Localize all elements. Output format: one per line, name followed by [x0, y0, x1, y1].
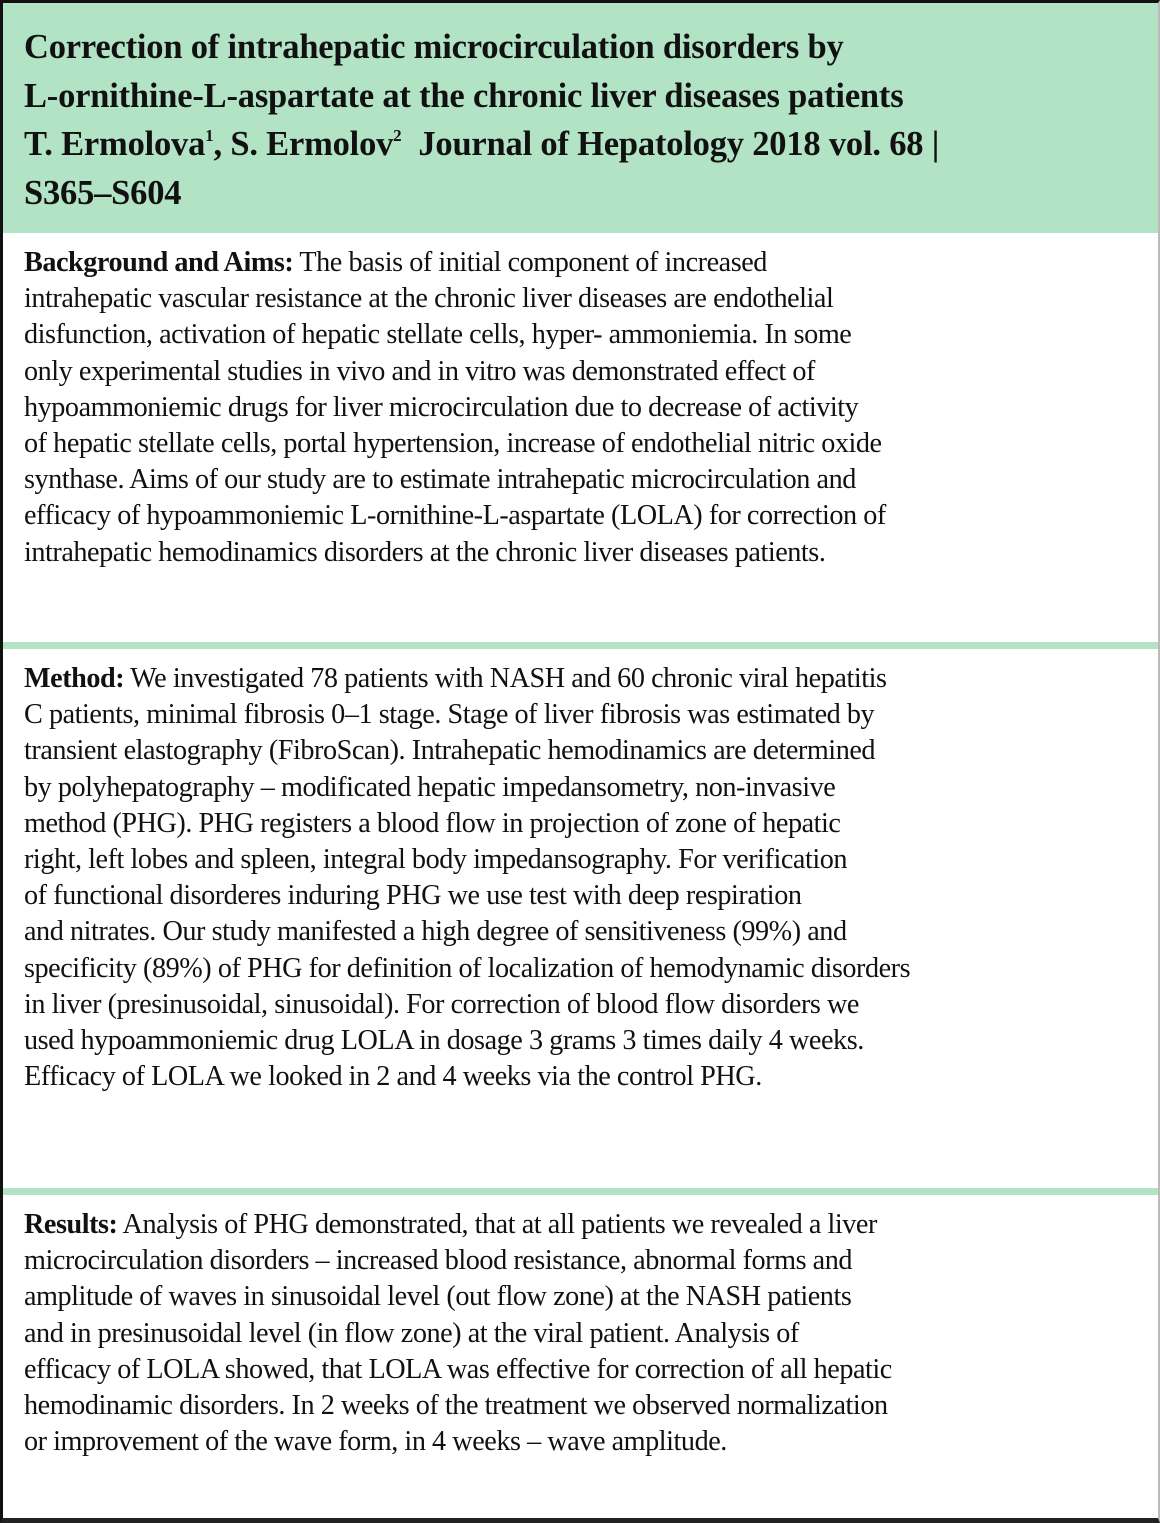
background-section: [3, 233, 1158, 642]
method-line: method (PHG). PHG registers a blood flow in projection of zone of hepatic: [24, 807, 841, 839]
title-line-1: Correction of intrahepatic microcirculation disorders by: [24, 28, 844, 66]
background-line: of hepatic stellate cells, portal hypertension, increase of endothelial nitric oxide: [24, 428, 882, 460]
method-label: Method:: [24, 663, 125, 694]
method-line: C patients, minimal fibrosis 0–1 stage. Stage of liver fibrosis was estimated by: [24, 699, 875, 731]
method-line: Efficacy of LOLA we looked in 2 and 4 weeks via the control PHG.: [24, 1061, 762, 1093]
section-divider: [3, 1188, 1158, 1195]
results-line: microcirculation disorders – increased blood resistance, abnormal forms and: [24, 1245, 853, 1277]
title-line-2: L-ornithine-L-aspartate at the chronic liver diseases patients: [24, 76, 904, 115]
authors-citation-line: [24, 120, 1140, 169]
method-line: and nitrates. Our study manifested a high degree of sensitiveness (99%) and: [24, 916, 847, 948]
author-2-affiliation: 2: [393, 126, 402, 145]
abstract-header: [3, 3, 1158, 233]
method-line: [24, 661, 1148, 697]
method-line: used hypoammoniemic drug LOLA in dosage 3 grams 3 times daily 4 weeks.: [24, 1025, 864, 1057]
background-line: intrahepatic vascular resistance at the chronic liver diseases are endothelial: [24, 283, 834, 315]
method-text: We investigated 78 patients with NASH and 60 chronic viral hepatitis: [124, 663, 887, 694]
results-label: Results:: [24, 1209, 118, 1240]
method-line: of functional disorderes induring PHG we use test with deep respiration: [24, 880, 802, 912]
background-line: disfunction, activation of hepatic stellate cells, hyper- ammoniemia. In some: [24, 319, 852, 351]
results-line: and in presinusoidal level (in flow zone) at the viral patient. Analysis of: [24, 1317, 799, 1349]
author-2: S. Ermolov: [230, 125, 394, 163]
section-divider: [3, 642, 1158, 649]
method-line: transient elastography (FibroScan). Intrahepatic hemodinamics are determined: [24, 735, 876, 767]
method-line: right, left lobes and spleen, integral body impedansography. For verification: [24, 844, 848, 876]
method-line: by polyhepatography – modificated hepatic impedansometry, non-invasive: [24, 771, 836, 803]
results-line: efficacy of LOLA showed, that LOLA was effective for correction of all hepatic: [24, 1353, 892, 1385]
background-line: synthase. Aims of our study are to estimate intrahepatic microcirculation and: [24, 464, 856, 496]
background-line: hypoammoniemic drugs for liver microcirculation due to decrease of activity: [24, 391, 859, 423]
results-line: amplitude of waves in sinusoidal level (out flow zone) at the NASH patients: [24, 1281, 852, 1313]
background-label: Background and Aims:: [24, 247, 294, 278]
author-1: T. Ermolova: [24, 125, 206, 163]
results-line: or improvement of the wave form, in 4 weeks – wave amplitude.: [24, 1426, 727, 1458]
results-line: [24, 1207, 1148, 1243]
results-line: hemodinamic disorders. In 2 weeks of the treatment we observed normalization: [24, 1390, 888, 1422]
background-line: only experimental studies in vivo and in vitro was demonstrated effect of: [24, 355, 815, 387]
background-line: [24, 245, 1148, 281]
results-section: [3, 1195, 1158, 1460]
method-section: [3, 649, 1158, 1188]
author-1-affiliation: 1: [205, 126, 214, 145]
method-line: specificity (89%) of PHG for definition of localization of hemodynamic disorders: [24, 952, 911, 984]
page-range: S365–S604: [24, 173, 182, 212]
method-line: in liver (presinusoidal, sinusoidal). For correction of blood flow disorders we: [24, 988, 859, 1020]
results-text: Analysis of PHG demonstrated, that at all patients we revealed a liver: [117, 1209, 877, 1240]
background-line: intrahepatic hemodinamics disorders at the chronic liver diseases patients.: [24, 536, 826, 568]
journal-citation: Journal of Hepatology 2018 vol. 68 |: [418, 125, 940, 163]
background-text: The basis of initial component of increased: [293, 247, 767, 278]
background-line: efficacy of hypoammoniemic L-ornithine-L-aspartate (LOLA) for correction of: [24, 500, 886, 532]
author-separator: ,: [213, 125, 231, 163]
